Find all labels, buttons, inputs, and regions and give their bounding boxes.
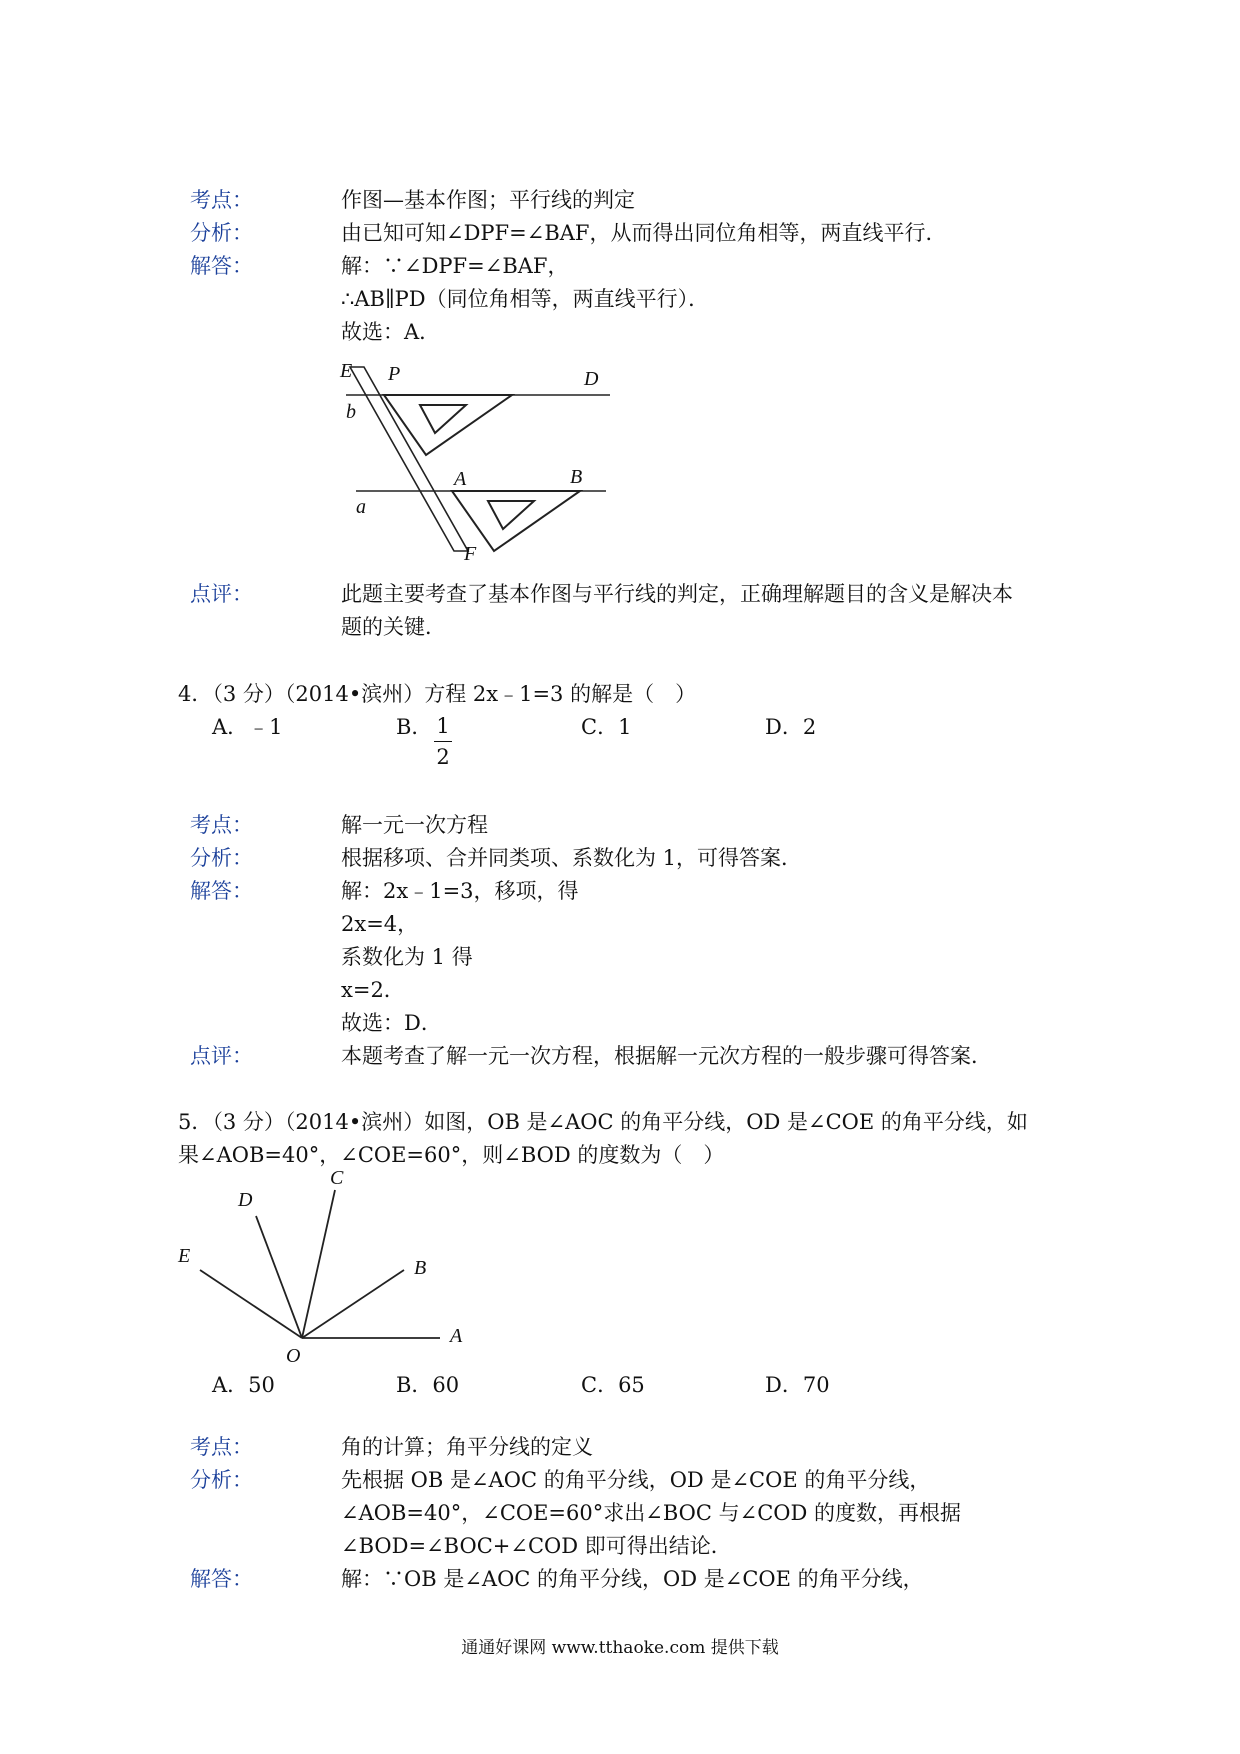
jieda-line: 2x=4， xyxy=(341,912,419,936)
label-B: B xyxy=(570,466,583,488)
jieda-line: 故选：A． xyxy=(341,320,441,344)
jieda-line: 解：2x﹣1=3，移项，得 xyxy=(341,879,579,903)
label-A: A xyxy=(454,468,467,490)
option-c: C．1 xyxy=(581,715,632,739)
kaodian-label: 考点： xyxy=(190,1435,253,1459)
question-4-stem: 4．（3 分）（2014•滨州）方程 2x﹣1=3 的解是（ ） xyxy=(178,682,697,706)
option-b: B．60 xyxy=(396,1373,460,1397)
kaodian-label: 考点： xyxy=(190,188,253,212)
option-a: A．﹣1 xyxy=(212,715,283,739)
option-d: D．70 xyxy=(765,1373,830,1397)
label-O: O xyxy=(286,1345,301,1367)
question-5-stem: 果∠AOB=40°，∠COE=60°，则∠BOD 的度数为（ ） xyxy=(178,1143,725,1167)
kaodian-text: 角的计算；角平分线的定义 xyxy=(341,1435,593,1459)
fenxi-label: 分析： xyxy=(190,1468,253,1492)
jieda-line: 系数化为 1 得 xyxy=(341,945,473,969)
jieda-label: 解答： xyxy=(190,254,253,278)
fenxi-text: 由已知可知∠DPF=∠BAF，从而得出同位角相等，两直线平行． xyxy=(341,221,947,245)
jieda-line: 解：∵∠DPF=∠BAF， xyxy=(341,254,569,278)
fraction-numerator: 1 xyxy=(436,714,450,738)
option-c: C．65 xyxy=(581,1373,645,1397)
option-a: A．50 xyxy=(212,1373,275,1397)
label-D: D xyxy=(584,368,599,390)
fenxi-line: ∠BOD=∠BOC+∠COD 即可得出结论． xyxy=(341,1534,732,1558)
jieda-line: ∴AB∥PD（同位角相等，两直线平行）． xyxy=(341,287,710,311)
jieda-label: 解答： xyxy=(190,1567,253,1591)
option-b: B． xyxy=(396,715,433,739)
fenxi-label: 分析： xyxy=(190,221,253,245)
option-d: D．2 xyxy=(765,715,817,739)
label-P: P xyxy=(388,363,401,385)
dianping-line: 题的关键． xyxy=(341,615,446,639)
dianping-text: 本题考查了解一元一次方程，根据解一元次方程的一般步骤可得答案． xyxy=(341,1044,992,1068)
label-E: E xyxy=(178,1245,191,1267)
label-b: b xyxy=(346,401,356,423)
parallel-lines-figure xyxy=(330,355,620,570)
fenxi-line: 先根据 OB 是∠AOC 的角平分线，OD 是∠COE 的角平分线， xyxy=(341,1468,931,1492)
angle-bisector-figure xyxy=(170,1170,480,1370)
kaodian-text: 作图—基本作图；平行线的判定 xyxy=(341,188,635,212)
label-B: B xyxy=(414,1257,427,1279)
kaodian-text: 解一元一次方程 xyxy=(341,813,488,837)
kaodian-label: 考点： xyxy=(190,813,253,837)
dianping-line: 此题主要考查了基本作图与平行线的判定，正确理解题目的含义是解决本 xyxy=(341,582,1013,606)
jieda-text: 解：∵OB 是∠AOC 的角平分线，OD 是∠COE 的角平分线， xyxy=(341,1567,924,1591)
jieda-label: 解答： xyxy=(190,879,253,903)
option-b-fraction xyxy=(432,714,454,769)
fenxi-text: 根据移项、合并同类项、系数化为 1，可得答案． xyxy=(341,846,803,870)
dianping-label: 点评： xyxy=(190,1044,253,1068)
jieda-line: x=2． xyxy=(341,978,405,1002)
dianping-label: 点评： xyxy=(190,582,253,606)
jieda-line: 故选：D． xyxy=(341,1011,442,1035)
label-a: a xyxy=(356,496,366,518)
fraction-denominator: 2 xyxy=(436,745,450,769)
fenxi-line: ∠AOB=40°，∠COE=60°求出∠BOC 与∠COD 的度数，再根据 xyxy=(341,1501,962,1525)
label-E: E xyxy=(340,360,353,382)
page-footer: 通通好课网 www.tthaoke.com 提供下载 xyxy=(461,1638,779,1658)
label-D: D xyxy=(238,1189,253,1211)
fenxi-label: 分析： xyxy=(190,846,253,870)
question-5-stem: 5．（3 分）（2014•滨州）如图，OB 是∠AOC 的角平分线，OD 是∠COE 的角平分线，如 xyxy=(178,1110,1028,1134)
label-A: A xyxy=(450,1325,463,1347)
label-C: C xyxy=(330,1170,344,1189)
label-F: F xyxy=(464,543,477,565)
